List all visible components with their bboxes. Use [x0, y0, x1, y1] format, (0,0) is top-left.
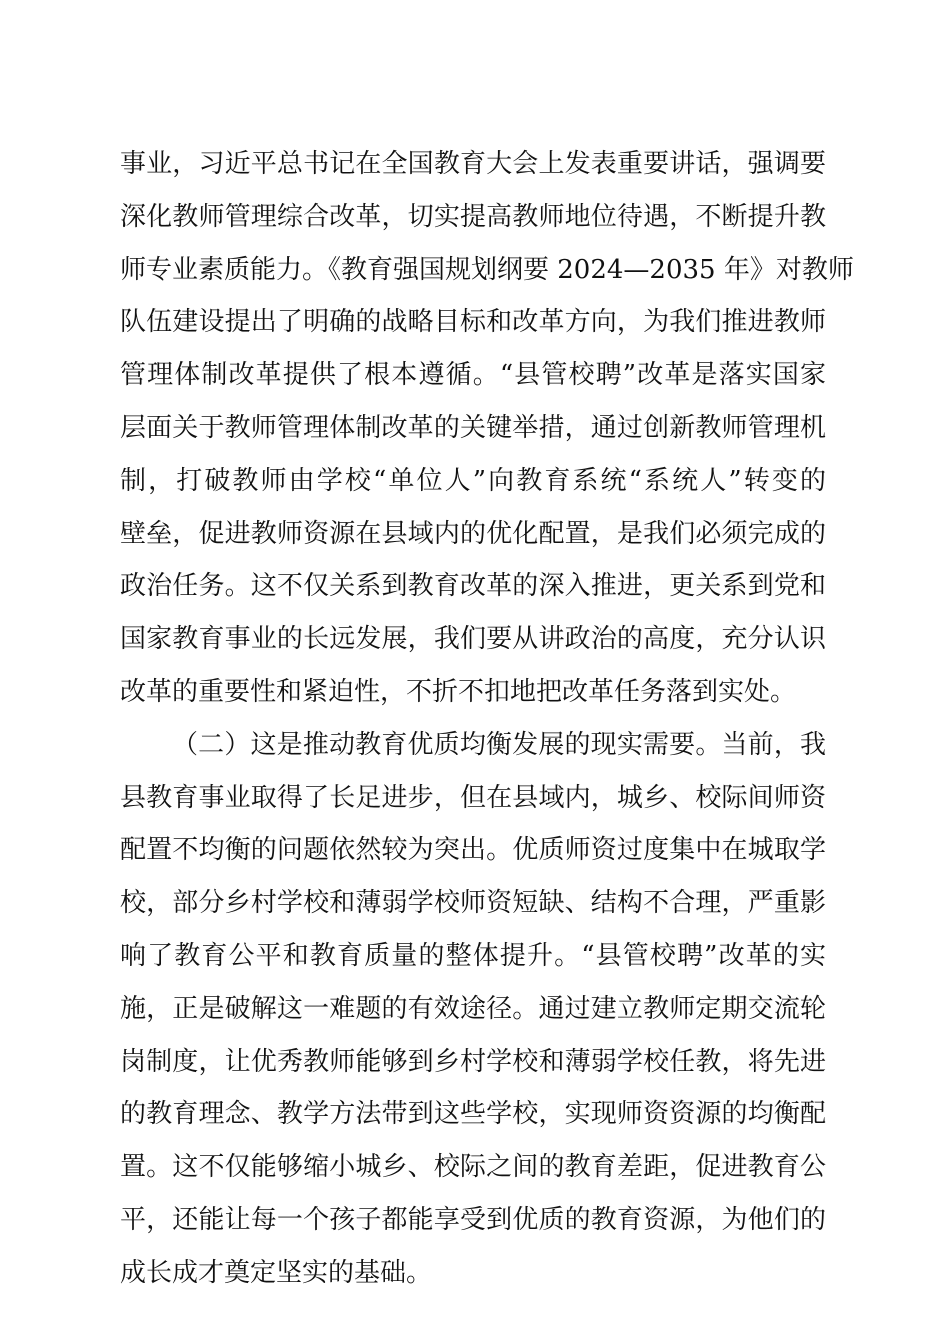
text-line: 国家教育事业的长远发展，我们要从讲政治的高度，充分认识	[120, 624, 826, 655]
text-line: 县教育事业取得了长足进步，但在县域内，城乡、校际间师资	[120, 782, 826, 813]
text-line: 配置不均衡的问题依然较为突出。优质师资过度集中在城取学	[120, 835, 826, 866]
text-line: 平，还能让每一个孩子都能享受到优质的教育资源，为他们的	[120, 1204, 826, 1235]
text-line: 师专业素质能力。《教育强国规划纲要 2024—2035 年》对教师	[120, 254, 854, 285]
section-heading-line: （二）这是推动教育优质均衡发展的现实需要。当前，我	[172, 729, 826, 760]
text-line: 管理体制改革提供了根本遵循。“县管校聘”改革是落实国家	[120, 360, 826, 391]
text-line: 校，部分乡村学校和薄弱学校师资短缺、结构不合理，严重影	[120, 888, 826, 919]
text-line: 改革的重要性和紧迫性，不折不扣地把改革任务落到实处。	[120, 676, 797, 707]
text-line: 壁垒，促进教师资源在县域内的优化配置，是我们必须完成的	[120, 518, 826, 549]
document-body	[120, 138, 854, 1300]
text-line: 队伍建设提出了明确的战略目标和改革方向，为我们推进教师	[120, 307, 826, 338]
text-line: 置。这不仅能够缩小城乡、校际之间的教育差距，促进教育公	[120, 1152, 826, 1183]
text-line: 岗制度，让优秀教师能够到乡村学校和薄弱学校任教，将先进	[120, 1046, 826, 1077]
text-line: 制，打破教师由学校“单位人”向教育系统“系统人”转变的	[120, 465, 826, 496]
text-line: 政治任务。这不仅关系到教育改革的深入推进，更关系到党和	[120, 571, 826, 602]
text-line: 深化教师管理综合改革，切实提高教师地位待遇，不断提升教	[120, 201, 826, 232]
text-line: 层面关于教师管理体制改革的关键举措，通过创新教师管理机	[120, 412, 826, 443]
text-line: 施，正是破解这一难题的有效途径。通过建立教师定期交流轮	[120, 993, 826, 1024]
text-line: 的教育理念、教学方法带到这些学校，实现师资资源的均衡配	[120, 1099, 826, 1130]
text-line: 响了教育公平和教育质量的整体提升。“县管校聘”改革的实	[120, 940, 826, 971]
text-line: 事业，习近平总书记在全国教育大会上发表重要讲话，强调要	[120, 149, 826, 179]
text-line: 成长成才奠定坚实的基础。	[120, 1257, 433, 1288]
